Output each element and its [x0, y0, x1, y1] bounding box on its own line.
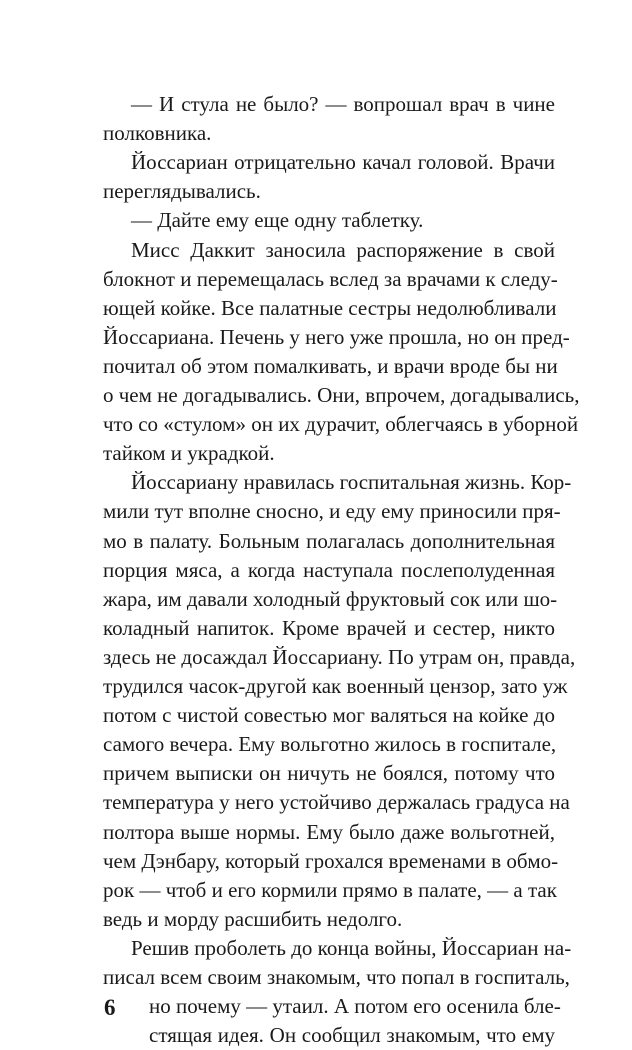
text-line: тайком и украдкой.	[103, 441, 275, 466]
text-line: чем Дэнбару, который грохался временами в обмо-	[103, 848, 559, 873]
text-line: полковника.	[103, 121, 212, 146]
text-line: но почему — утаил. А потом его осенила бле-	[149, 994, 561, 1019]
text-line: писал всем своим знакомым, что попал в госпиталь,	[103, 965, 570, 989]
text-line: Йоссариан отрицательно качал головой. Врачи	[131, 150, 555, 175]
text-line: жара, им давали холодный фруктовый сок или шо-	[103, 586, 558, 611]
text-line: ющей койке. Все палатные сестры недолюбливали	[103, 295, 557, 320]
text-line: мо в палату. Больным полагалась дополнительная	[103, 528, 555, 553]
page-number: 6	[104, 995, 116, 1021]
text-line: здесь не досаждал Йоссариану. По утрам он, правда,	[103, 644, 576, 669]
text-line: — Дайте ему еще одну таблетку.	[131, 208, 424, 233]
text-line: ведь и морду расшибить недолго.	[103, 906, 403, 931]
text-line: трудился часок-другой как военный цензор, зато уж	[103, 674, 568, 698]
text-line: о чем не догадывались. Они, впрочем, догадывались,	[103, 383, 580, 407]
text-line: порция мяса, а когда наступала послеполуденная	[103, 557, 555, 582]
text-line: Йоссариану нравилась госпитальная жизнь. Кор-	[131, 470, 572, 495]
text-line: переглядывались.	[103, 179, 261, 204]
text-line: самого вечера. Ему вольготно жилось в госпитале,	[103, 732, 557, 757]
text-line: причем выписки он ничуть не боялся, потому что	[103, 761, 555, 786]
text-line: почитал об этом помалкивать, и врачи вроде бы ни	[103, 353, 558, 378]
text-line: рок — чтоб и его кормили прямо в палате, — а так	[103, 877, 557, 902]
text-line: что со «стулом» он их дурачит, облегчаясь в уборной	[103, 412, 579, 437]
text-line: коладный напиток. Кроме врачей и сестер, никто	[103, 615, 555, 640]
text-line: блокнот и перемещалась вслед за врачами к следу-	[103, 266, 558, 291]
text-line: стящая идея. Он сообщил знакомым, что ему	[149, 1023, 555, 1048]
text-line: Йоссариана. Печень у него уже прошла, но он пред-	[103, 324, 570, 349]
text-line: — И стула не было? — вопрошал врач в чине	[131, 92, 555, 116]
text-line: температура у него устойчиво держалась градуса на	[103, 790, 570, 815]
text-line: Решив проболеть до конца войны, Йоссариан на-	[131, 935, 572, 960]
text-line: потом с чистой совестью мог валяться на койке до	[103, 703, 555, 728]
text-line: мили тут вполне сносно, и еду ему приносили пря-	[103, 499, 561, 524]
text-line: полтора выше нормы. Ему было даже вольготней,	[103, 819, 555, 844]
text-line: Мисс Даккит заносила распоряжение в свой	[131, 237, 555, 262]
